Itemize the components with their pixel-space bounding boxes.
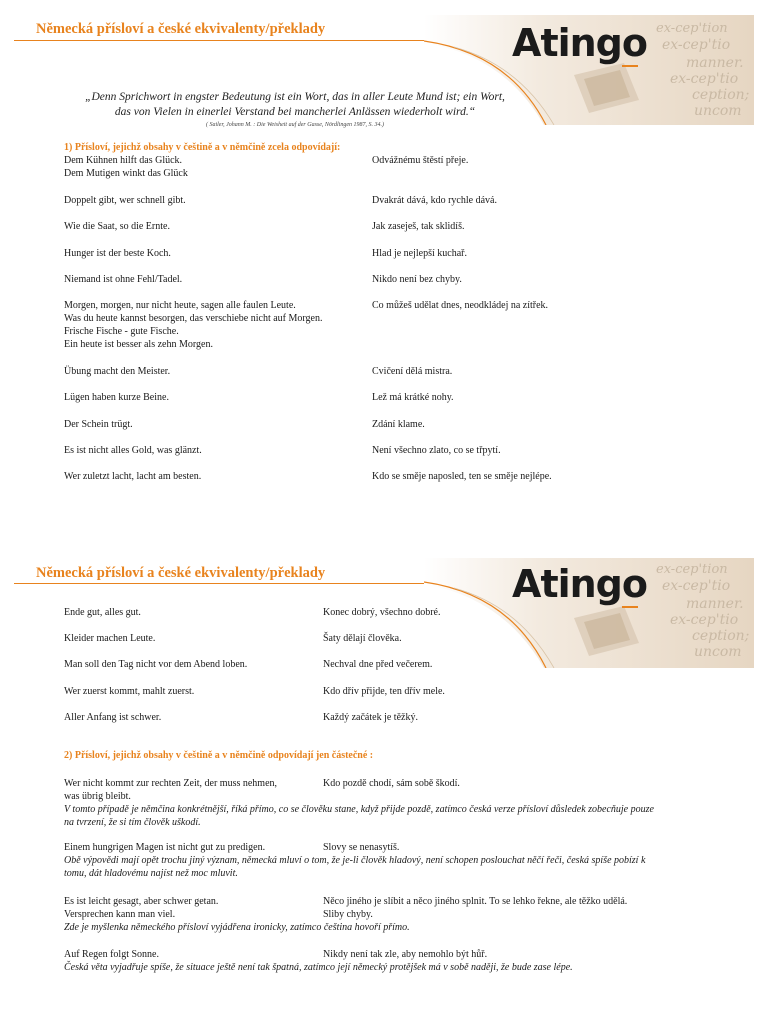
epigraph-quote bbox=[60, 90, 530, 120]
german-proverb: Übung macht den Meister. bbox=[64, 366, 171, 377]
document-page-2 bbox=[0, 558, 768, 1024]
title-underline bbox=[14, 583, 434, 584]
german-line: Morgen, morgen, nur nicht heute, sagen alle faulen Leute. bbox=[64, 300, 296, 311]
german-line: Wer nicht kommt zur rechten Zeit, der muss nehmen, bbox=[64, 778, 278, 789]
czech-equivalent: Nechval dne před večerem. bbox=[323, 659, 433, 670]
czech-equivalent: Slovy se nenasytíš. bbox=[323, 842, 400, 853]
dictionary-text-5: ception; bbox=[692, 87, 750, 103]
german-line: Dem Mutigen winkt das Glück bbox=[64, 168, 188, 179]
atingo-logo: Atingo bbox=[512, 562, 647, 606]
dictionary-text-4: ex-cep'tio bbox=[670, 612, 739, 628]
german-proverb: Wer zuerst kommt, mahlt zuerst. bbox=[64, 686, 195, 697]
german-line: Es ist leicht gesagt, aber schwer getan. bbox=[64, 896, 219, 907]
note-line: tomu, dát hladovému najíst než moc mluvit. bbox=[64, 868, 238, 879]
note-line: Česká věta vyjadřuje spíše, že situace ještě není tak špatná, zatímco její německý protějšek má v sobě naději, že bude zase lépe. bbox=[64, 962, 573, 973]
czech-equivalent: Kdo dřív přijde, ten dřív mele. bbox=[323, 686, 445, 697]
dictionary-text-2: ex-cep'tio bbox=[662, 37, 731, 53]
german-proverb: Aller Anfang ist schwer. bbox=[64, 712, 162, 723]
german-line: Ein heute ist besser als zehn Morgen. bbox=[64, 339, 213, 350]
page-title: Německá přísloví a české ekvivalenty/překlady bbox=[36, 565, 326, 581]
czech-equivalent: Nikdy není tak zle, aby nemohlo být hůř. bbox=[323, 949, 488, 960]
quote-line-1: „Denn Sprichwort in engster Bedeutung ist ein Wort, das in aller Leute Mund ist; ein Wort, bbox=[85, 91, 505, 103]
german-line: Dem Kühnen hilft das Glück. bbox=[64, 155, 183, 166]
czech-equivalent: Cvičení dělá mistra. bbox=[372, 366, 453, 377]
german-proverb: Niemand ist ohne Fehl/Tadel. bbox=[64, 274, 183, 285]
explanation-note bbox=[64, 854, 724, 880]
czech-equivalent: Kdo se směje naposled, ten se směje nejlépe. bbox=[372, 471, 552, 482]
atingo-logo: Atingo bbox=[512, 21, 647, 65]
logo-accent-bar bbox=[622, 606, 638, 608]
czech-equivalent: Každý začátek je těžký. bbox=[323, 712, 418, 723]
german-proverb: Doppelt gibt, wer schnell gibt. bbox=[64, 195, 186, 206]
czech-equivalent: Lež má krátké nohy. bbox=[372, 392, 454, 403]
german-proverb bbox=[64, 299, 322, 351]
czech-equivalent: Kdo pozdě chodí, sám sobě škodí. bbox=[323, 778, 460, 789]
czech-equivalent: Šaty dělají člověka. bbox=[323, 633, 402, 644]
german-proverb: Man soll den Tag nicht vor dem Abend loben. bbox=[64, 659, 248, 670]
czech-equivalent: Jak zaseješ, tak sklidíš. bbox=[372, 221, 465, 232]
dictionary-text-3: manner. bbox=[686, 55, 744, 71]
quote-line-2: das von Vielen in einerlei Verstand bei mancherlei Anlässen wiederholt wird.“ bbox=[114, 106, 476, 118]
czech-equivalent: Konec dobrý, všechno dobré. bbox=[323, 607, 441, 618]
czech-equivalent bbox=[323, 895, 627, 921]
german-proverb: Lügen haben kurze Beine. bbox=[64, 392, 169, 403]
german-proverb: Kleider machen Leute. bbox=[64, 633, 156, 644]
page-title: Německá přísloví a české ekvivalenty/překlady bbox=[36, 21, 326, 37]
german-line: Frische Fische - gute Fische. bbox=[64, 326, 179, 337]
title-underline bbox=[14, 40, 434, 41]
dictionary-text-1: ex-cep'tion bbox=[656, 562, 728, 577]
explanation-note bbox=[64, 803, 724, 829]
note-line: V tomto případě je němčina konkrétnější, říká přímo, co se člověku stane, když přijde pozdě, zatímco česká verze přísloví důsledek zobecňuje pouze bbox=[64, 804, 654, 815]
dictionary-text-1: ex-cep'tion bbox=[656, 21, 728, 36]
german-line: was übrig bleibt. bbox=[64, 791, 131, 802]
dictionary-text-2: ex-cep'tio bbox=[662, 578, 731, 594]
german-proverb: Wer zuletzt lacht, lacht am besten. bbox=[64, 471, 202, 482]
note-line: Zde je myšlenka německého přísloví vyjádřena ironicky, zatímco čeština hovoří přímo. bbox=[64, 922, 410, 933]
czech-equivalent: Co můžeš udělat dnes, neodkládej na zítřek. bbox=[372, 300, 549, 311]
dictionary-text-6: uncom bbox=[694, 103, 742, 119]
czech-equivalent: Hlad je nejlepší kuchař. bbox=[372, 248, 467, 259]
german-proverb: Wie die Saat, so die Ernte. bbox=[64, 221, 170, 232]
german-proverb: Der Schein trügt. bbox=[64, 419, 133, 430]
logo-accent-bar bbox=[622, 65, 638, 67]
explanation-note bbox=[64, 921, 724, 934]
german-proverb bbox=[64, 777, 277, 803]
czech-line: Něco jiného je slíbit a něco jiného splnit. To se lehko řekne, ale těžko udělá. bbox=[323, 896, 628, 907]
section-heading-1: 1) Přísloví, jejichž obsahy v češtině a v němčině zcela odpovídají: bbox=[64, 142, 341, 153]
section-heading-2: 2) Přísloví, jejichž obsahy v češtině a v němčině odpovídají jen částečné : bbox=[64, 750, 374, 761]
german-line: Versprechen kann man viel. bbox=[64, 909, 176, 920]
dictionary-text-3: manner. bbox=[686, 596, 744, 612]
dictionary-text-6: uncom bbox=[694, 644, 742, 660]
dictionary-text-4: ex-cep'tio bbox=[670, 71, 739, 87]
german-proverb bbox=[64, 895, 218, 921]
czech-equivalent: Zdání klame. bbox=[372, 419, 425, 430]
czech-equivalent: Dvakrát dává, kdo rychle dává. bbox=[372, 195, 497, 206]
german-proverb: Hunger ist der beste Koch. bbox=[64, 248, 171, 259]
czech-line: Sliby chyby. bbox=[323, 909, 373, 920]
note-line: na tvrzení, že si tím člověk uškodí. bbox=[64, 817, 201, 828]
german-proverb bbox=[64, 154, 188, 180]
german-proverb: Es ist nicht alles Gold, was glänzt. bbox=[64, 445, 202, 456]
explanation-note bbox=[64, 961, 724, 974]
czech-equivalent: Není všechno zlato, co se třpytí. bbox=[372, 445, 501, 456]
german-proverb: Ende gut, alles gut. bbox=[64, 607, 141, 618]
czech-equivalent: Nikdo není bez chyby. bbox=[372, 274, 462, 285]
german-proverb: Auf Regen folgt Sonne. bbox=[64, 949, 159, 960]
german-proverb: Einem hungrigen Magen ist nicht gut zu predigen. bbox=[64, 842, 266, 853]
atingo-logo-banner bbox=[424, 558, 754, 668]
quote-source: ( Sailer, Johann M. : Die Weisheit auf der Gasse, Nördlingen 1987, S. 34.) bbox=[205, 122, 385, 128]
note-line: Obě výpovědi mají opět trochu jiný význam, německá mluví o tom, že je-li člověk hladový, není schopen poslouchat něčí řeči, česká spíše pobízí k bbox=[64, 855, 646, 866]
czech-equivalent: Odvážnému štěstí přeje. bbox=[372, 155, 469, 166]
dictionary-text-5: ception; bbox=[692, 628, 750, 644]
german-line: Was du heute kannst besorgen, das verschiebe nicht auf Morgen. bbox=[64, 313, 323, 324]
